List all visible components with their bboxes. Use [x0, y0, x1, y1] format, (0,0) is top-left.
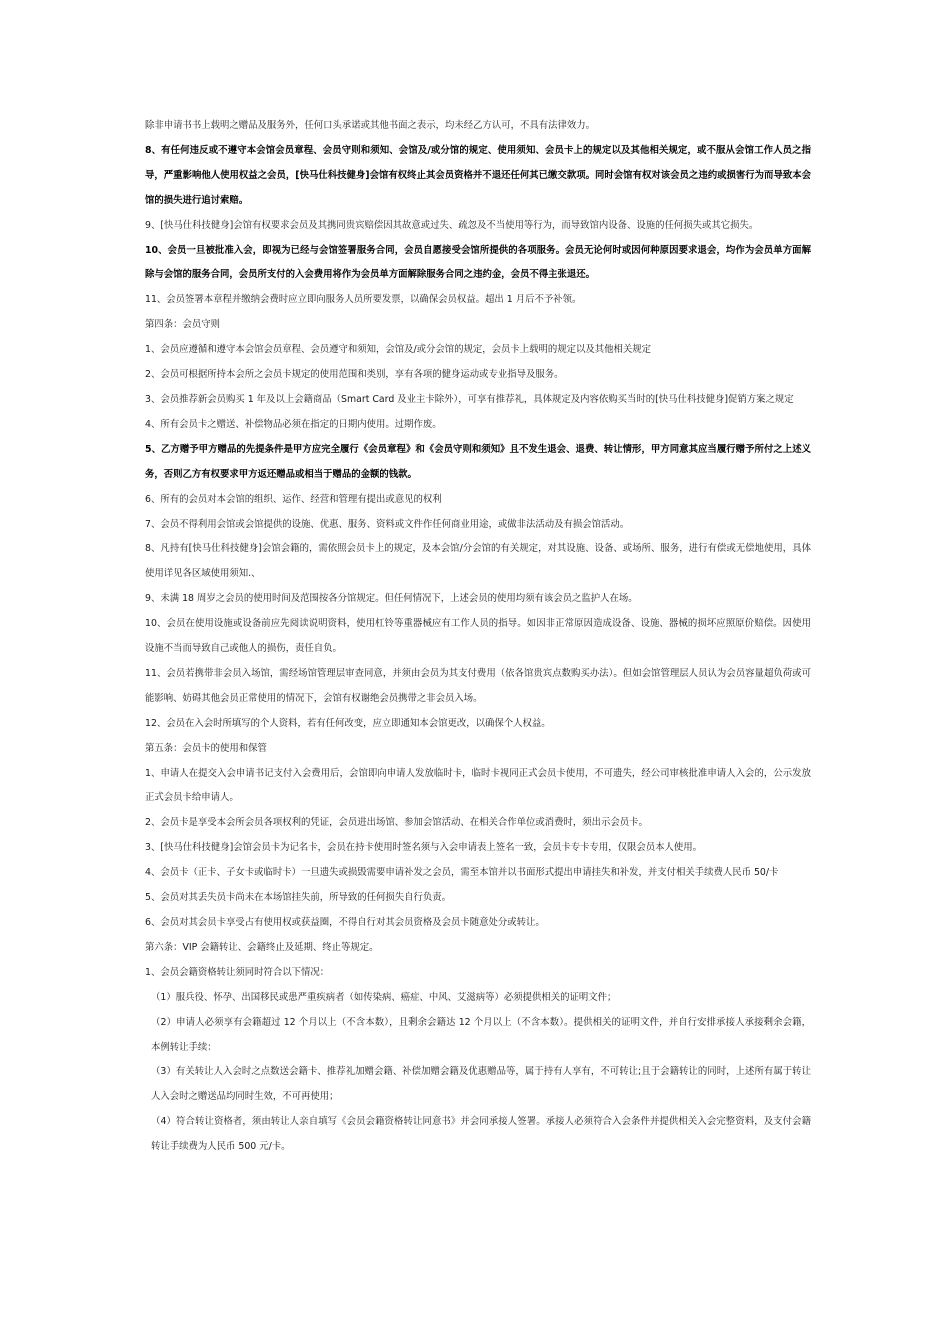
paragraph: 7、会员不得利用会馆或会馆提供的设施、优惠、服务、资料或文件作任何商业用途，或做非法活动及有损会馆活动。	[145, 518, 630, 530]
section-heading: 第六条：VIP 会籍转让、会籍终止及延期、终止等规定。	[145, 941, 379, 953]
paragraph-bold: 10、会员一旦被批准入会，即视为已经与会馆签署服务合同，会员自愿接受会馆所提供的各项服务。会员无论何时或因何种原因要求退会，均作为会员单方面解除与会馆的服务合同，会员所支付的入会费用将作为会员单方面解除服务合同之违约金，会员不得主张退还。	[145, 244, 811, 281]
paragraph: 3、会员推荐新会员购买 1 年及以上会籍商品（Smart Card 及业主卡除外），可享有推荐礼，具体规定及内容依购买当时的[快马仕科技健身]促销方案之规定	[145, 393, 794, 405]
paragraph: 1、申请人在提交入会申请书记支付入会费用后，会馆即向申请人发放临时卡，临时卡视同正式会员卡使用，不可遗失，经公司审核批准申请人入会的，公示发放正式会员卡给申请人。	[145, 767, 811, 804]
paragraph: 3、[快马仕科技健身]会馆会员卡为记名卡，会员在持卡使用时签名须与入会申请表上签名一致，会员卡专卡专用，仅限会员本人使用。	[145, 842, 703, 854]
paragraph: 2、会员可根据所持本会所之会员卡规定的使用范围和类别，享有各项的健身运动或专业指导及服务。	[145, 369, 564, 381]
paragraph: 2、会员卡是享受本会所会员各项权利的凭证，会员进出场馆、参加会馆活动、在相关合作单位或消费时，须出示会员卡。	[145, 817, 648, 829]
sub-paragraph: （2）申请人必须享有会籍超过 12 个月以上（不含本数），且剩余会籍达 12 个月以上（不含本数）。提供相关的证明文件，并自行安排承接人承接剩余会籍，本例转让手续：	[151, 1016, 811, 1053]
paragraph: 9、[快马仕科技健身]会馆有权要求会员及其携同贵宾赔偿因其故意或过失、疏忽及不当使用等行为，而导致馆内设备、设施的任何损失或其它损失。	[145, 219, 759, 231]
paragraph: 11、会员若携带非会员入场馆，需经场馆管理层审查同意，并须由会员为其支付费用（依各馆贵宾点数购买办法）。但如会馆管理层人员认为会员容量超负荷或可能影响、妨碍其他会员正常使用的情况下，会馆有权谢绝会员携带之非会员入场。	[145, 667, 811, 704]
document-body	[145, 114, 811, 1160]
paragraph-bold: 8、有任何违反或不遵守本会馆会员章程、会员守则和须知、会馆及/或分馆的规定、使用须知、会员卡上的规定以及其他相关规定，或不服从会馆工作人员之指导，严重影响他人使用权益之会员，[快马仕科技健身]会馆有权终止其会员资格并不退还任何其已缴交款项。同时会馆有权对该会员之违约或损害行为而导致本会馆的损失进行追讨索赔。	[145, 144, 811, 206]
paragraph: 4、会员卡（正卡、子女卡或临时卡）一旦遗失或损毁需要申请补发之会员，需至本馆并以书面形式提出申请挂失和补发，并支付相关手续费人民币 50/卡	[145, 867, 779, 879]
paragraph: 11、会员签署本章程并缴纳会费时应立即向服务人员所要发票，以确保会员权益。超出 1 月后不予补领。	[145, 294, 582, 306]
paragraph: 6、会员对其会员卡享受占有使用权或获益圈，不得自行对其会员资格及会员卡随意处分或转让。	[145, 917, 545, 928]
paragraph: 4、所有会员卡之赠送、补偿物品必须在指定的日期内使用。过期作废。	[145, 418, 442, 430]
sub-paragraph: （1）服兵役、怀孕、出国移民或患严重疾病者（如传染病、癌症、中风、艾滋病等）必须提供相关的证明文件；	[151, 991, 617, 1003]
paragraph: 5、会员对其丢失员卡尚未在本场馆挂失前，所导致的任何损失自行负责。	[145, 892, 451, 904]
paragraph-bold: 5、乙方赠予甲方赠品的先提条件是甲方应完全履行《会员章程》和《会员守则和须知》且不发生退会、退费、转让情形，甲方同意其应当履行赠予所付之上述义务，否则乙方有权要求甲方返还赠品或相当于赠品的金额的钱款。	[145, 443, 811, 480]
paragraph: 6、所有的会员对本会馆的组织、运作、经营和管理有提出或意见的权利	[145, 493, 442, 505]
section-heading: 第四条：会员守则	[145, 319, 221, 331]
paragraph: 1、会员应遵循和遵守本会馆会员章程、会员遵守和须知，会馆及/或分会馆的规定，会员卡上载明的规定以及其他相关规定	[145, 344, 652, 356]
paragraph: 除非申请书书上载明之赠品及服务外，任何口头承诺或其他书面之表示，均未经乙方认可，不具有法律效力。	[145, 120, 596, 131]
paragraph: 1、会员会籍资格转让须同时符合以下情况：	[145, 966, 330, 978]
paragraph: 10、会员在使用设施或设备前应先阅读说明资料，使用杠铃等重器械应有工作人员的指导。如因非正常原因造成设备、设施、器械的损坏应照原价赔偿。因使用设施不当而导致自己或他人的损伤，责任自负。	[145, 618, 811, 655]
section-heading: 第五条：会员卡的使用和保管	[145, 742, 267, 754]
paragraph: 12、会员在入会时所填写的个人资料，若有任何改变，应立即通知本会馆更改，以确保个人权益。	[145, 717, 551, 729]
paragraph: 8、凡持有[快马仕科技健身]会馆会籍的，需依照会员卡上的规定，及本会馆/分会馆的有关规定，对其设施、设备、或场所、服务，进行有偿或无偿地使用，具体使用详见各区域使用须知.、	[145, 543, 811, 580]
paragraph: 9、未满 18 周岁之会员的使用时间及范围按各分馆规定。但任何情况下，上述会员的使用均须有该会员之监护人在场。	[145, 593, 638, 605]
sub-paragraph: （4）符合转让资格者，须由转让人亲自填写《会员会籍资格转让同意书》并会同承接人签署。承接人必须符合入会条件并提供相关入会完整资料，及支付会籍转让手续费为人民币 500 元/卡。	[151, 1116, 811, 1153]
sub-paragraph: （3）有关转让人入会时之点数送会籍卡、推荐礼加赠会籍、补偿加赠会籍及优惠赠品等，属于持有人享有，不可转让;且于会籍转让的同时，上述所有属于转让人入会时之赠送品均同时生效，不可再使用；	[151, 1066, 811, 1103]
